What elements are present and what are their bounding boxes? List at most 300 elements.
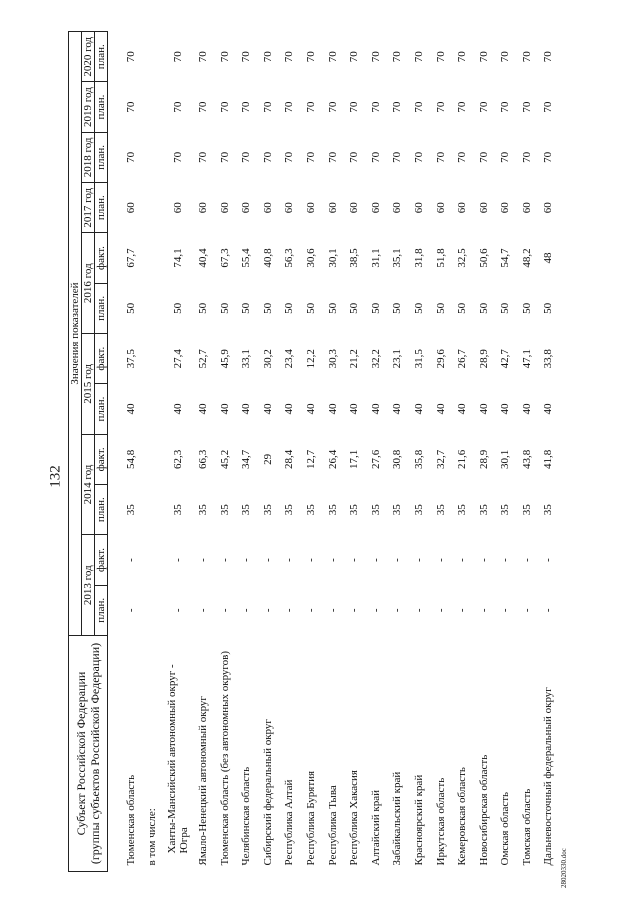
value-cell: 60 (283, 202, 296, 214)
value-cell: 50 (369, 302, 382, 314)
value-cell: - (326, 608, 339, 613)
value-cell (142, 283, 164, 333)
value-cell: 31,8 (412, 248, 425, 268)
value-cell: 50 (283, 302, 296, 314)
table-header (69, 32, 108, 872)
value-cell: - (304, 558, 317, 562)
value-cell: 34,7 (240, 449, 253, 469)
table-row (473, 32, 495, 872)
subject-name: Сибирский федеральный округ (261, 719, 274, 866)
value-cell: 30,2 (261, 349, 274, 369)
subject-header-line2: (группы субъектов Российской Федерации) (88, 642, 102, 865)
value-cell: 47,1 (520, 349, 533, 369)
value-cell: 70 (520, 51, 533, 63)
value-cell: 50 (348, 302, 361, 314)
value-cell: 67,3 (218, 248, 231, 268)
value-cell: 70 (412, 51, 425, 63)
value-cell: 40 (434, 403, 447, 415)
value-cell: 31,1 (369, 248, 382, 268)
value-cell (142, 535, 164, 585)
value-cell: 35 (456, 504, 469, 516)
value-cell: - (391, 558, 404, 562)
fact-header: факт. (95, 434, 108, 484)
value-cell: 50 (304, 302, 317, 314)
value-cell: 33,1 (240, 349, 253, 369)
value-cell: 35 (542, 504, 555, 516)
value-cell: 60 (499, 202, 512, 214)
value-cell: - (542, 558, 555, 562)
value-cell: - (477, 558, 490, 562)
value-cell: 40 (196, 403, 209, 415)
value-cell: 70 (348, 51, 361, 63)
fact-header: факт. (95, 535, 108, 585)
value-cell: - (499, 608, 512, 613)
subject-name: Томская область (520, 788, 533, 866)
value-cell: 70 (477, 51, 490, 63)
value-cell: 70 (369, 101, 382, 113)
value-cell: 70 (542, 101, 555, 113)
value-cell: 40 (283, 403, 296, 415)
value-cell: 40 (456, 403, 469, 415)
value-cell: 70 (240, 151, 253, 163)
value-cell: 70 (326, 151, 339, 163)
value-cell: 35 (124, 504, 137, 516)
value-cell: 43,8 (520, 449, 533, 469)
value-cell: 31,5 (412, 349, 425, 369)
value-cell: 50 (326, 302, 339, 314)
value-cell: 70 (369, 151, 382, 163)
value-cell: 55,4 (240, 248, 253, 268)
value-cell: 70 (304, 151, 317, 163)
subject-name: в том числе: (146, 808, 159, 866)
subject-name: Иркутская область (434, 777, 447, 866)
plan-header: план. (95, 485, 108, 535)
plan-header: план. (95, 384, 108, 434)
fact-header: факт. (95, 334, 108, 384)
subject-name: Челябинская область (240, 766, 253, 866)
value-cell: 50 (391, 302, 404, 314)
value-cell: 40 (261, 403, 274, 415)
page-number: 132 (47, 465, 64, 488)
value-cell: 50 (456, 302, 469, 314)
value-cell (142, 32, 164, 82)
value-cell (142, 233, 164, 283)
table-row (214, 32, 236, 872)
value-cell: 40,8 (261, 248, 274, 268)
value-cell: 35 (369, 504, 382, 516)
table-row (322, 32, 344, 872)
value-cell: 35 (261, 504, 274, 516)
value-cell (142, 485, 164, 535)
table-row (300, 32, 322, 872)
value-cell: 35 (391, 504, 404, 516)
value-cell: 60 (456, 202, 469, 214)
value-cell: 50 (477, 302, 490, 314)
value-cell: 30,3 (326, 349, 339, 369)
value-cell: 70 (499, 101, 512, 113)
value-cell: 35 (326, 504, 339, 516)
value-cell: 70 (171, 51, 184, 63)
value-cell: 60 (477, 202, 490, 214)
value-cell: - (171, 558, 184, 562)
year-header-2018: 2018 год (82, 132, 95, 182)
value-cell: 50 (218, 302, 231, 314)
value-cell: 70 (304, 101, 317, 113)
value-cell (142, 585, 164, 635)
year-header-2017: 2017 год (82, 183, 95, 233)
value-cell: - (261, 608, 274, 613)
value-cell: 60 (196, 202, 209, 214)
year-header-2016: 2016 год (82, 233, 95, 334)
value-cell: 23,1 (391, 349, 404, 369)
value-cell: 32,7 (434, 449, 447, 469)
table-row (142, 32, 164, 872)
value-cell: 67,7 (124, 248, 137, 268)
value-cell: 70 (326, 51, 339, 63)
value-cell: 70 (369, 51, 382, 63)
value-cell: 60 (171, 202, 184, 214)
value-cell: 70 (412, 151, 425, 163)
value-cell: 54,8 (124, 449, 137, 469)
value-cell: - (520, 558, 533, 562)
value-cell: 54,7 (499, 248, 512, 268)
value-cell: 45,2 (218, 449, 231, 469)
year-header-2020: 2020 год (82, 32, 95, 82)
value-cell: 40 (369, 403, 382, 415)
value-cell: 26,7 (456, 349, 469, 369)
value-cell: 70 (304, 51, 317, 63)
table-row (387, 32, 409, 872)
value-cell: 35 (240, 504, 253, 516)
value-cell: 70 (434, 101, 447, 113)
value-cell: 30,8 (391, 449, 404, 469)
value-cell: 50 (542, 302, 555, 314)
value-cell: 50 (196, 302, 209, 314)
value-cell: 35 (477, 504, 490, 516)
value-cell: 40 (240, 403, 253, 415)
value-cell (142, 132, 164, 182)
value-cell: 70 (348, 151, 361, 163)
value-cell (142, 384, 164, 434)
year-header-2013: 2013 год (82, 535, 95, 636)
value-cell: 28,4 (283, 449, 296, 469)
value-cell: 70 (477, 151, 490, 163)
table-row (451, 32, 473, 872)
subject-name: Республика Хакасия (348, 770, 361, 866)
value-cell: 35,1 (391, 248, 404, 268)
value-cell: - (240, 608, 253, 613)
value-cell: 70 (456, 151, 469, 163)
value-cell: - (348, 608, 361, 613)
value-cell: 70 (218, 151, 231, 163)
value-cell: 52,7 (196, 349, 209, 369)
value-cell: 70 (283, 51, 296, 63)
value-cell: 40 (124, 403, 137, 415)
value-cell: - (412, 608, 425, 613)
value-cell: 40 (348, 403, 361, 415)
subject-name: Забайкальский край (391, 771, 404, 866)
value-cell: - (304, 608, 317, 613)
value-cell: - (369, 558, 382, 562)
value-cell: 66,3 (196, 449, 209, 469)
subject-name: Ямало-Ненецкий автономный округ (196, 696, 209, 866)
fact-header: факт. (95, 233, 108, 283)
value-cell: 40 (391, 403, 404, 415)
value-cell: 70 (391, 151, 404, 163)
plan-header: план. (95, 32, 108, 82)
value-cell: 23,4 (283, 349, 296, 369)
value-cell: 50 (240, 302, 253, 314)
value-cell: 70 (261, 151, 274, 163)
value-cell: 60 (542, 202, 555, 214)
plan-header: план. (95, 132, 108, 182)
value-cell: 21,2 (348, 349, 361, 369)
value-cell: 35 (434, 504, 447, 516)
value-cell: 30,6 (304, 248, 317, 268)
subject-name: Республика Алтай (283, 779, 296, 866)
value-cell: 70 (218, 101, 231, 113)
value-cell: - (434, 558, 447, 562)
value-cell: 35 (283, 504, 296, 516)
table-row (516, 32, 538, 872)
value-cell: - (283, 608, 296, 613)
value-cell: 60 (326, 202, 339, 214)
value-cell: 60 (124, 202, 137, 214)
subject-name: Республика Бурятия (304, 770, 317, 866)
value-cell: 70 (456, 51, 469, 63)
value-cell: 21,6 (456, 449, 469, 469)
value-cell: 40 (326, 403, 339, 415)
value-cell: - (218, 608, 231, 613)
value-cell: 60 (348, 202, 361, 214)
value-cell: 70 (499, 151, 512, 163)
value-cell: 50 (124, 302, 137, 314)
value-cell: 70 (542, 151, 555, 163)
value-cell: 40 (477, 403, 490, 415)
table-row (365, 32, 387, 872)
value-cell: 35 (520, 504, 533, 516)
value-cell (142, 434, 164, 484)
value-cell: 60 (240, 202, 253, 214)
table-row (538, 32, 560, 872)
value-cell: - (477, 608, 490, 613)
plan-header: план. (95, 585, 108, 635)
value-cell: 70 (240, 101, 253, 113)
document-filename: 28020330.doc (560, 848, 568, 888)
value-cell: 50,6 (477, 248, 490, 268)
value-cell (142, 183, 164, 233)
value-cell: 70 (520, 101, 533, 113)
value-cell: 70 (434, 151, 447, 163)
value-cell: 70 (124, 151, 137, 163)
value-cell: 35 (171, 504, 184, 516)
value-cell: 17,1 (348, 449, 361, 469)
value-cell: 70 (434, 51, 447, 63)
value-cell: 35 (499, 504, 512, 516)
value-cell: 37,5 (124, 349, 137, 369)
subject-name: Дальневосточный федеральный округ (542, 687, 555, 866)
value-cell: 48 (542, 252, 555, 264)
subject-name: Новосибирская область (477, 754, 490, 866)
value-cell: - (499, 558, 512, 562)
value-cell: - (391, 608, 404, 613)
subject-name: Омская область (499, 791, 512, 866)
subject-name: Тюменская область (124, 774, 137, 866)
value-cell: 30,1 (499, 449, 512, 469)
value-cell: 45,9 (218, 349, 231, 369)
value-cell: - (218, 558, 231, 562)
value-cell: 40 (171, 403, 184, 415)
value-cell: 41,8 (542, 449, 555, 469)
subject-name: Тюменская область (без автономных округов) (218, 650, 231, 866)
value-cell: 70 (261, 101, 274, 113)
table-row (120, 32, 142, 872)
value-cell: 48,2 (520, 248, 533, 268)
value-cell: - (456, 608, 469, 613)
value-cell: 70 (171, 101, 184, 113)
value-cell: - (348, 558, 361, 562)
value-cell: 70 (196, 101, 209, 113)
table-row (495, 32, 517, 872)
value-cell: - (283, 558, 296, 562)
value-cell: 35 (218, 504, 231, 516)
value-cell: - (196, 558, 209, 562)
value-cell: - (412, 558, 425, 562)
value-cell: 60 (391, 202, 404, 214)
subject-name: Красноярский край (412, 774, 425, 866)
value-cell: 35,8 (412, 449, 425, 469)
table-row (279, 32, 301, 872)
value-cell: 42,7 (499, 349, 512, 369)
table-row (235, 32, 257, 872)
value-cell: 70 (283, 151, 296, 163)
value-cell: 33,8 (542, 349, 555, 369)
value-cell: 32,5 (456, 248, 469, 268)
value-cell: 28,9 (477, 349, 490, 369)
value-cell: 70 (499, 51, 512, 63)
value-cell: - (196, 608, 209, 613)
value-cell: 70 (124, 51, 137, 63)
table-body (108, 32, 560, 872)
value-cell: - (456, 558, 469, 562)
value-cell: 27,6 (369, 449, 382, 469)
value-cell: - (124, 608, 137, 613)
plan-header: план. (95, 283, 108, 333)
value-cell: 35 (304, 504, 317, 516)
value-cell: 70 (124, 101, 137, 113)
value-cell: 50 (171, 302, 184, 314)
value-cell: 40 (218, 403, 231, 415)
value-cell: 70 (196, 51, 209, 63)
value-cell: 35 (196, 504, 209, 516)
table-row (408, 32, 430, 872)
value-cell: - (261, 558, 274, 562)
value-cell: - (369, 608, 382, 613)
value-cell: - (326, 558, 339, 562)
value-cell: 32,2 (369, 349, 382, 369)
year-header-2014: 2014 год (82, 434, 95, 535)
value-cell: 70 (391, 101, 404, 113)
value-cell: 40 (412, 403, 425, 415)
value-cell: 50 (520, 302, 533, 314)
value-cell: 50 (412, 302, 425, 314)
table-row (163, 32, 192, 872)
plan-header: план. (95, 82, 108, 132)
value-cell: 28,9 (477, 449, 490, 469)
subject-name: Алтайский край (369, 789, 382, 866)
subject-name: Ханты-Мансийский автономный округ - Югра (165, 664, 190, 854)
value-cell: 40 (499, 403, 512, 415)
value-cell: 40 (520, 403, 533, 415)
value-cell (142, 334, 164, 384)
value-cell: 70 (326, 101, 339, 113)
value-cell: - (240, 558, 253, 562)
value-cell: - (520, 608, 533, 613)
value-cell: 70 (218, 51, 231, 63)
value-cell: 60 (369, 202, 382, 214)
plan-header: план. (95, 183, 108, 233)
value-cell: 70 (196, 151, 209, 163)
table-row (192, 32, 214, 872)
value-cell: 70 (542, 51, 555, 63)
rotated-table-container (68, 32, 606, 872)
value-cell: 60 (261, 202, 274, 214)
value-cell: 38,5 (348, 248, 361, 268)
value-cell: 40,4 (196, 248, 209, 268)
value-cell: 12,2 (304, 349, 317, 369)
value-cell: 60 (520, 202, 533, 214)
indicators-table (68, 31, 559, 872)
value-cell: 50 (499, 302, 512, 314)
value-cell: 56,3 (283, 248, 296, 268)
value-cell: 35 (412, 504, 425, 516)
value-cell: 40 (304, 403, 317, 415)
value-cell: 35 (348, 504, 361, 516)
value-cell: 60 (412, 202, 425, 214)
subject-column-header (69, 636, 108, 872)
value-cell: 70 (261, 51, 274, 63)
value-cell: - (124, 558, 137, 562)
value-cell: 70 (412, 101, 425, 113)
subject-header-line1: Субъект Российской Федерации (74, 671, 88, 836)
value-cell: 70 (391, 51, 404, 63)
value-cell: 70 (283, 101, 296, 113)
value-cell: 60 (218, 202, 231, 214)
value-cell: 70 (171, 151, 184, 163)
value-cell: - (434, 608, 447, 613)
value-cell: - (171, 608, 184, 613)
value-cell: 70 (477, 101, 490, 113)
values-title: Значения показателей (69, 32, 82, 636)
value-cell: 60 (434, 202, 447, 214)
value-cell: 27,4 (171, 349, 184, 369)
value-cell: 40 (542, 403, 555, 415)
value-cell: 30,1 (326, 248, 339, 268)
value-cell: 50 (261, 302, 274, 314)
value-cell: 12,7 (304, 449, 317, 469)
value-cell: 60 (304, 202, 317, 214)
value-cell: 26,4 (326, 449, 339, 469)
value-cell: 70 (520, 151, 533, 163)
value-cell: 29 (261, 453, 274, 465)
value-cell: 29,6 (434, 349, 447, 369)
value-cell: - (542, 608, 555, 613)
year-header-2019: 2019 год (82, 82, 95, 132)
subject-name: Кемеровская область (456, 767, 469, 866)
table-row (257, 32, 279, 872)
value-cell: 70 (348, 101, 361, 113)
value-cell: 50 (434, 302, 447, 314)
